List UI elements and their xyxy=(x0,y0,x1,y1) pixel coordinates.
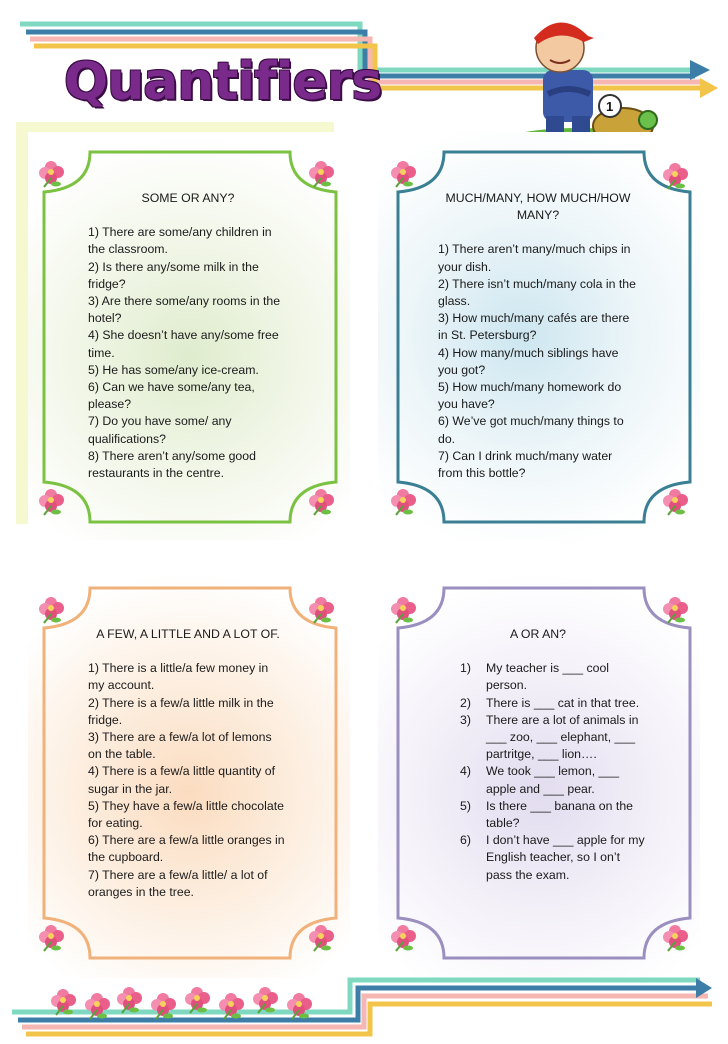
card-much-many xyxy=(438,190,638,482)
list-item: 6) I don’t have ___ apple for my English teacher, so I on’t pass the exam. xyxy=(460,833,645,882)
list-item: 4) We took ___ lemon, ___ apple and ___ pear. xyxy=(460,764,620,796)
few-little-q1: 1) There is a little/a few money in my account. xyxy=(88,661,269,693)
flower-icon xyxy=(148,990,178,1020)
card-some-any-heading: SOME OR ANY? xyxy=(141,191,235,205)
flower-icon xyxy=(250,984,280,1014)
card-a-an-heading: A OR AN? xyxy=(509,627,567,641)
some-any-q6: 6) Can we have some/any tea, please? xyxy=(88,380,255,412)
flower-icon xyxy=(182,984,212,1014)
turtle-badge-number: 1 xyxy=(606,99,614,114)
flower-icon xyxy=(36,486,66,516)
some-any-q7: 7) Do you have some/ any qualifications? xyxy=(88,414,232,446)
some-any-q5: 5) He has some/any ice-cream. xyxy=(88,362,259,377)
much-many-q5: 5) How much/many homework do you have? xyxy=(438,380,622,412)
card-a-an xyxy=(438,626,648,884)
flower-icon xyxy=(36,594,66,624)
list-item: 2) There is ___ cat in that tree. xyxy=(460,695,640,710)
much-many-q4: 4) How many/much siblings have you got? xyxy=(438,345,619,377)
flower-icon xyxy=(388,486,418,516)
much-many-q1: 1) There aren’t many/much chips in your dish. xyxy=(438,242,631,274)
flower-icon xyxy=(660,160,690,190)
page-title: Quantifiers xyxy=(64,52,382,112)
few-little-q7: 7) There are a few/a little/ a lot of oranges in the tree. xyxy=(88,867,268,899)
much-many-q7: 7) Can I drink much/many water from this bottle? xyxy=(438,448,613,481)
flower-icon xyxy=(388,922,418,952)
flower-icon xyxy=(306,158,336,188)
some-any-q4: 4) She doesn’t have any/some free time. xyxy=(88,328,279,360)
flower-icon xyxy=(388,594,418,624)
list-item: 5) Is there ___ banana on the table? xyxy=(460,798,633,831)
some-any-q8: 8) There aren’t any/some good restaurants in the centre. xyxy=(88,448,256,481)
flower-icon xyxy=(306,486,336,516)
flower-icon xyxy=(660,594,690,624)
card-much-many-heading: MUCH/MANY, HOW MUCH/HOW MANY? xyxy=(445,191,631,223)
few-little-q3: 3) There are a few/a lot of lemons on the table. xyxy=(88,730,272,762)
flower-icon xyxy=(306,594,336,624)
flower-icon xyxy=(388,158,418,188)
flower-icon xyxy=(284,990,314,1020)
flower-icon xyxy=(36,922,66,952)
some-any-q3: 3) Are there some/any rooms in the hotel? xyxy=(88,294,281,326)
flower-icon xyxy=(36,158,66,188)
flower-icon xyxy=(48,986,78,1016)
a-an-list xyxy=(438,660,648,884)
card-few-little-heading: A FEW, A LITTLE AND A LOT OF. xyxy=(96,627,280,641)
list-item: 1) My teacher is ___ cool person. xyxy=(460,661,610,693)
much-many-q3: 3) How much/many cafés are there in St. Petersburg? xyxy=(438,311,630,343)
flower-icon xyxy=(114,984,144,1014)
flower-icon xyxy=(660,486,690,516)
flower-icon xyxy=(660,922,690,952)
card-few-little xyxy=(88,626,288,901)
few-little-q4: 4) There is a few/a little quantity of sugar in the jar. xyxy=(88,764,276,796)
some-any-q1: 1) There are some/any children in the classroom. xyxy=(88,225,272,257)
few-little-q6: 6) There are a few/a little oranges in the cupboard. xyxy=(88,833,285,865)
few-little-q2: 2) There is a few/a little milk in the fridge. xyxy=(88,695,274,727)
flower-icon xyxy=(216,990,246,1020)
some-any-q2: 2) Is there any/some milk in the fridge? xyxy=(88,259,259,291)
much-many-q2: 2) There isn’t much/many cola in the glass. xyxy=(438,276,636,309)
flower-icon xyxy=(306,922,336,952)
flower-icon xyxy=(82,990,112,1020)
card-some-any xyxy=(88,190,288,482)
much-many-q6: 6) We’ve got much/many things to do. xyxy=(438,414,624,446)
list-item: 3) There are a lot of animals in ___ zoo, ___ elephant, ___ partritge, ___ lion…. xyxy=(460,712,639,762)
few-little-q5: 5) They have a few/a little chocolate for eating. xyxy=(88,798,284,831)
